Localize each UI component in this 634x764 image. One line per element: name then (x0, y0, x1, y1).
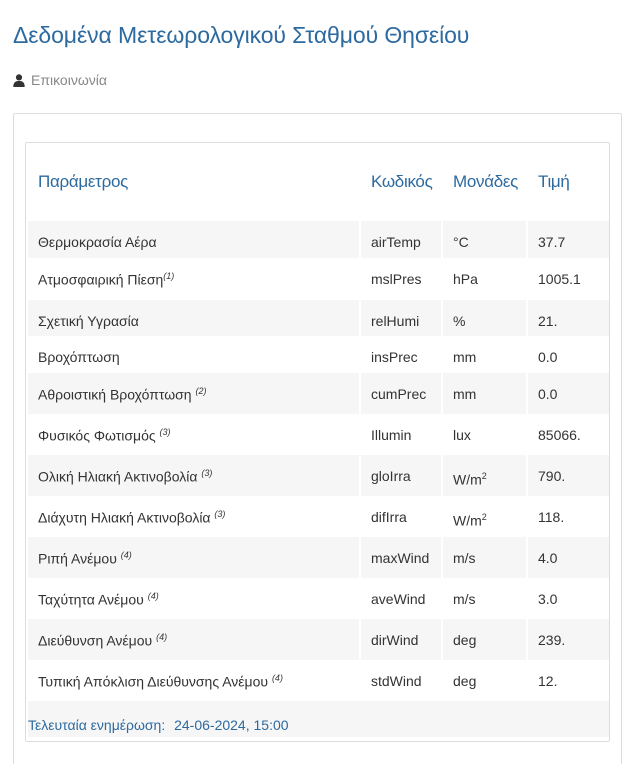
cell-unit (443, 619, 526, 660)
parameter-label: Τυπική Απόκλιση Διεύθυνσης Ανέμου (38, 673, 272, 690)
user-icon (13, 74, 25, 87)
cell-parameter (28, 537, 359, 578)
cell-unit (443, 537, 526, 578)
weather-data-table (26, 143, 610, 737)
cell-parameter (28, 660, 359, 701)
footnote-ref: (4) (271, 673, 283, 683)
cell-unit (443, 455, 526, 496)
parameter-label: Ατμοσφαιρική Πίεση (38, 271, 164, 288)
parameter-label: Διεύθυνση Ανέμου (38, 632, 157, 649)
unit-label: deg (453, 632, 477, 648)
cell-code: gloIrra (361, 455, 441, 496)
cell-parameter (28, 373, 359, 414)
cell-value: 239. (528, 619, 610, 660)
footnote-ref: (3) (214, 509, 226, 519)
footnote-ref: (3) (201, 468, 213, 478)
unit-label: mm (453, 349, 477, 365)
cell-unit (443, 414, 526, 455)
last-update-label: Τελευταία ενημέρωση: (28, 716, 166, 733)
cell-code: Illumin (361, 414, 441, 455)
parameter-label: Ριπή Ανέμου (38, 550, 121, 567)
footnote-ref: (4) (156, 632, 168, 642)
last-update-date: 24-06-2024, 15:00 (174, 716, 289, 733)
cell-parameter (28, 300, 359, 336)
table-row (28, 258, 610, 300)
cell-unit (443, 578, 526, 619)
parameter-label: Ταχύτητα Ανέμου (38, 591, 148, 608)
table-row (28, 619, 610, 660)
cell-value: 0.0 (528, 336, 610, 373)
table-row (28, 300, 610, 336)
parameter-label: Αθροιστική Βροχόπτωση (38, 386, 196, 403)
cell-code: aveWind (361, 578, 441, 619)
cell-unit (443, 336, 526, 373)
cell-parameter (28, 619, 359, 660)
data-table-panel (25, 142, 610, 742)
footnote-ref: (3) (159, 427, 171, 437)
table-row (28, 537, 610, 578)
cell-code: dirWind (361, 619, 441, 660)
cell-value: 85066. (528, 414, 610, 455)
cell-code: stdWind (361, 660, 441, 701)
cell-parameter (28, 258, 359, 300)
unit-label: W/m (453, 471, 482, 488)
cell-parameter (28, 414, 359, 455)
unit-label: hPa (453, 271, 478, 287)
cell-code: insPrec (361, 336, 441, 373)
table-row (28, 221, 610, 258)
footnote-ref: (2) (195, 386, 207, 396)
table-header-row (28, 143, 610, 221)
footnote-ref: (4) (147, 591, 159, 601)
table-row (28, 414, 610, 455)
header-parameter[interactable]: Παράμετρος (38, 172, 129, 191)
cell-unit (443, 373, 526, 414)
unit-exponent: 2 (481, 471, 487, 481)
last-update-row (28, 701, 610, 737)
unit-label: W/m (453, 512, 482, 529)
cell-parameter (28, 221, 359, 258)
footnote-ref: (4) (120, 550, 132, 560)
cell-unit (443, 496, 526, 537)
cell-value: 12. (528, 660, 610, 701)
cell-code: cumPrec (361, 373, 441, 414)
cell-code: relHumi (361, 300, 441, 336)
cell-parameter (28, 336, 359, 373)
unit-label: m/s (453, 550, 476, 566)
header-value[interactable]: Τιμή (538, 172, 570, 191)
cell-code: mslPres (361, 258, 441, 300)
cell-unit (443, 221, 526, 258)
table-row (28, 455, 610, 496)
unit-exponent: 2 (481, 512, 487, 522)
cell-code: maxWind (361, 537, 441, 578)
header-code[interactable]: Κωδικός (371, 172, 433, 191)
parameter-label: Ολική Ηλιακή Ακτινοβολία (38, 468, 202, 485)
table-row (28, 496, 610, 537)
cell-unit (443, 258, 526, 300)
parameter-label: Θερμοκρασία Αέρα (38, 234, 157, 250)
cell-code: airTemp (361, 221, 441, 258)
cell-value: 3.0 (528, 578, 610, 619)
cell-value: 0.0 (528, 373, 610, 414)
cell-value: 1005.1 (528, 258, 610, 300)
cell-value: 118. (528, 496, 610, 537)
last-update-cell (28, 701, 610, 737)
parameter-label: Βροχόπτωση (38, 349, 120, 365)
cell-parameter (28, 496, 359, 537)
table-row (28, 373, 610, 414)
cell-value: 21. (528, 300, 610, 336)
cell-value: 37.7 (528, 221, 610, 258)
author-line (13, 72, 107, 88)
contact-link[interactable]: Επικοινωνία (31, 72, 107, 88)
page-title: Δεδομένα Μετεωρολογικού Σταθμού Θησείου (13, 22, 470, 48)
cell-value: 790. (528, 455, 610, 496)
header-units[interactable]: Μονάδες (453, 172, 519, 191)
cell-unit (443, 660, 526, 701)
unit-label: °C (453, 234, 469, 250)
cell-value: 4.0 (528, 537, 610, 578)
unit-label: lux (453, 427, 471, 443)
parameter-label: Διάχυτη Ηλιακή Ακτινοβολία (38, 509, 215, 526)
unit-label: deg (453, 673, 477, 689)
unit-label: % (453, 313, 466, 329)
table-row (28, 578, 610, 619)
parameter-label: Φυσικός Φωτισμός (38, 427, 160, 444)
cell-parameter (28, 455, 359, 496)
unit-label: m/s (453, 591, 476, 607)
table-row (28, 336, 610, 373)
cell-parameter (28, 578, 359, 619)
cell-code: difIrra (361, 496, 441, 537)
unit-label: mm (453, 386, 477, 402)
footnote-ref: (1) (163, 271, 175, 281)
table-row (28, 660, 610, 701)
cell-unit (443, 300, 526, 336)
parameter-label: Σχετική Υγρασία (38, 313, 139, 329)
